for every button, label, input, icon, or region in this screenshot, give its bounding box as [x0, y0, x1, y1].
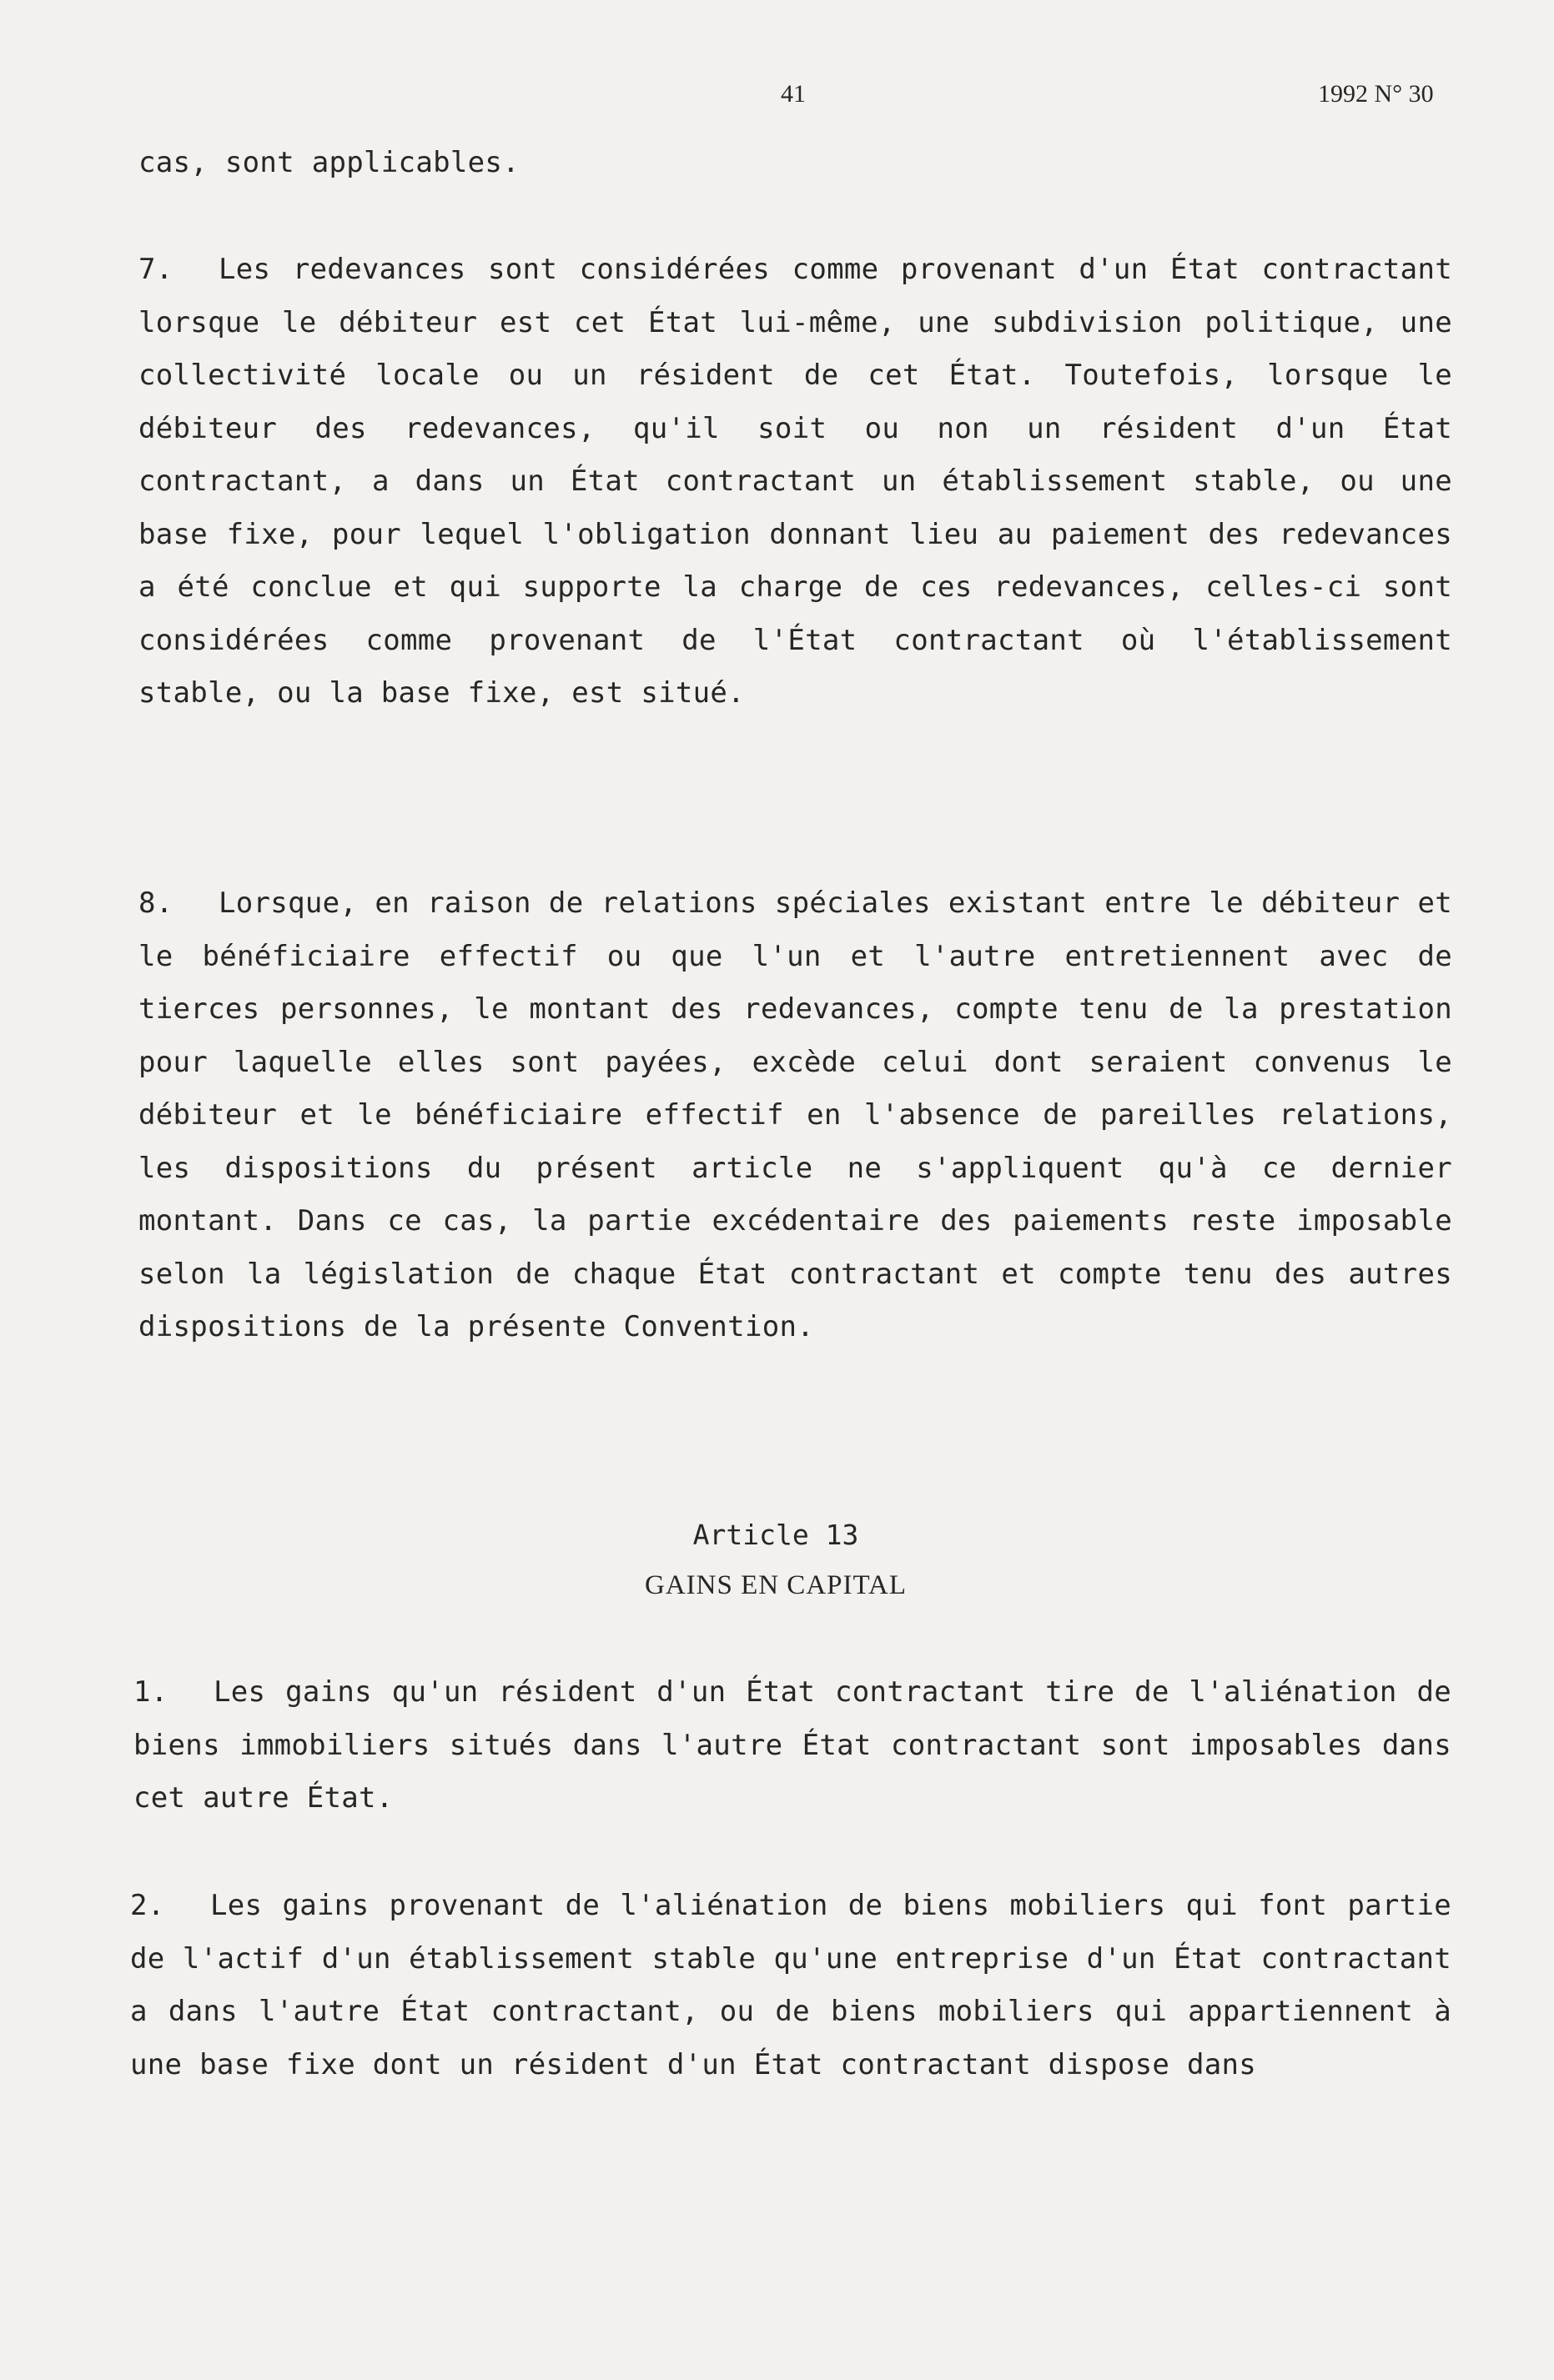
paragraph-8	[138, 877, 1452, 1354]
article-13-paragraph-2-text: Les gains provenant de l'aliénation de biens mobiliers qui font partie de l'actif d'un établissement stable qu'une entreprise d'un État contractant a dans l'autre État contractant, ou de biens mobiliers qui appartiennent à une base fixe dont un résident d'un État contractant dispose dans	[130, 1889, 1451, 2081]
article-13-paragraph-1	[133, 1666, 1451, 1825]
paragraph-8-text: Lorsque, en raison de relations spéciales existant entre le débiteur et le bénéficiaire effectif ou que l'un et l'autre entretiennent avec de tierces personnes, le montant des redevances, compte tenu de la prestation pour laquelle elles sont payées, excède celui dont seraient convenus le débiteur et le bénéficiaire effectif en l'absence de pareilles relations, les dispositions du présent article ne s'appliquent qu'à ce dernier montant. Dans ce cas, la partie excédentaire des paiements reste imposable selon la législation de chaque État contractant et compte tenu des autres dispositions de la présente Convention.	[138, 886, 1452, 1343]
article-13-paragraph-2-number: 2.	[130, 1889, 165, 1922]
paragraph-8-number: 8.	[138, 886, 174, 920]
article-heading: Article 13	[692, 1519, 859, 1551]
paragraph-7-number: 7.	[138, 253, 174, 286]
continuation-paragraph	[138, 137, 1452, 190]
paragraph-7-text: Les redevances sont considérées comme provenant d'un État contractant lorsque le débiteur est cet État lui-même, une subdivision politique, une collectivité locale ou un résident de cet État. Toutefois, lorsque le débiteur des redevances, qu'il soit ou non un résident d'un État contractant, a dans un État contractant un établissement stable, ou une base fixe, pour lequel l'obligation donnant lieu au paiement des redevances a été conclue et qui supporte la charge de ces redevances, celles-ci sont considérées comme provenant de l'État contractant où l'établissement stable, ou la base fixe, est situé.	[138, 253, 1452, 710]
article-title: GAINS EN CAPITAL	[644, 1570, 907, 1600]
article-13-paragraph-2	[130, 1880, 1451, 2091]
article-13-paragraph-1-text: Les gains qu'un résident d'un État contractant tire de l'aliénation de biens immobiliers situés dans l'autre État contractant sont imposables dans cet autre État.	[133, 1675, 1451, 1815]
article-13-paragraph-1-number: 1.	[133, 1675, 168, 1709]
paragraph-7	[138, 244, 1452, 721]
page-number: 41	[781, 80, 806, 108]
continuation-text: cas, sont applicables.	[138, 146, 520, 179]
document-reference: 1992 N° 30	[1318, 80, 1434, 108]
